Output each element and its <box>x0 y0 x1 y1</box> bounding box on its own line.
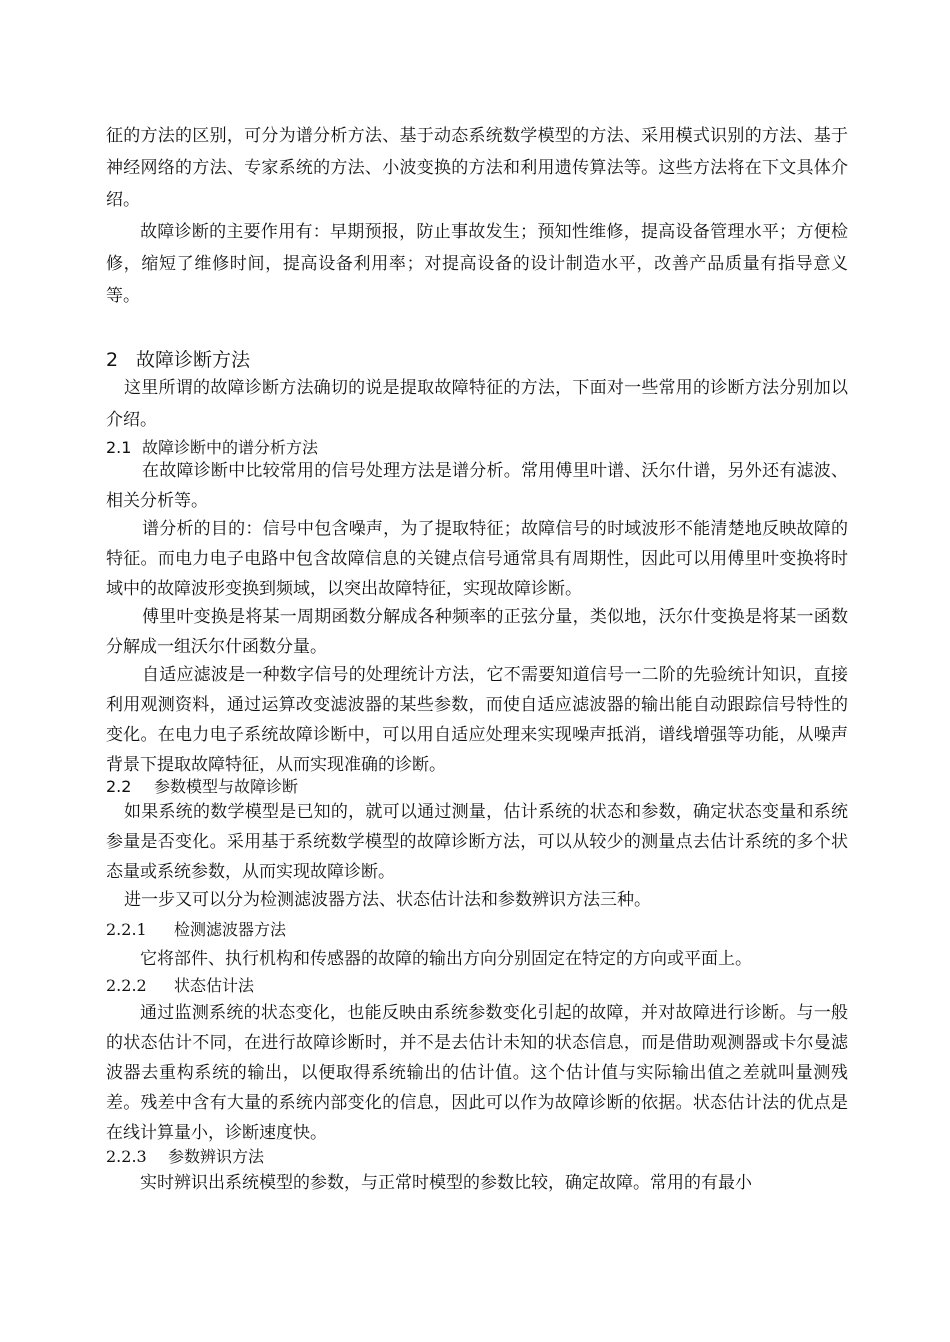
paragraph-spectrum-common: 在故障诊断中比较常用的信号处理方法是谱分析。常用傅里叶谱、沃尔什谱，另外还有滤波、相关分析等。 <box>106 461 848 511</box>
section-heading-2-2-3 <box>106 1145 264 1169</box>
paragraph-three-methods: 进一步又可以分为检测滤波器方法、状态估计法和参数辨识方法三种。 <box>124 890 651 910</box>
section-heading-2-2 <box>106 775 298 799</box>
section-number: 2 <box>106 349 119 371</box>
paragraph-method-categories: 征的方法的区别，可分为谱分析方法、基于动态系统数学模型的方法、采用模式识别的方法、基于神经网络的方法、专家系统的方法、小波变换的方法和利用遗传算法等。这些方法将在下文具体介绍。 <box>106 126 848 210</box>
paragraph-detection-filter: 它将部件、执行机构和传感器的故障的输出方向分别固定在特定的方向或平面上。 <box>140 949 752 969</box>
paragraph-spectrum-purpose: 谱分析的目的：信号中包含噪声，为了提取特征；故障信号的时域波形不能清楚地反映故障的特征。而电力电子电路中包含故障信息的关键点信号通常具有周期性，因此可以用傅里叶变换将时域中的故障波形变换到频域，以突出故障特征，实现故障诊断。 <box>106 519 848 599</box>
section-title: 故障诊断方法 <box>136 349 251 371</box>
section-title: 故障诊断中的谱分析方法 <box>142 438 319 457</box>
paragraph-state-estimation: 通过监测系统的状态变化，也能反映由系统参数变化引起的故障，并对故障进行诊断。与一般的状态估计不同，在进行故障诊断时，并不是去估计未知的状态信息，而是借助观测器或卡尔曼滤波器去重构系统的输出，以便取得系统输出的估计值。这个估计值与实际输出值之差就叫量测残差。残差中含有大量的系统内部变化的信息，因此可以作为故障诊断的依据。状态估计法的优点是在线计算量小，诊断速度快。 <box>106 1003 848 1143</box>
section-heading-2-2-2 <box>106 974 254 998</box>
section-number: 2.1 <box>106 438 132 457</box>
paragraph-parameter-identification: 实时辨识出系统模型的参数，与正常时模型的参数比较，确定故障。常用的有最小 <box>140 1173 752 1193</box>
section-number: 2.2.3 <box>106 1147 147 1166</box>
section-title: 参数模型与故障诊断 <box>154 777 299 796</box>
paragraph-section2-intro: 这里所谓的故障诊断方法确切的说是提取故障特征的方法，下面对一些常用的诊断方法分别加以介绍。 <box>106 378 848 430</box>
section-heading-2-2-1 <box>106 918 286 942</box>
section-number: 2.2.1 <box>106 920 147 939</box>
section-title: 参数辨识方法 <box>168 1147 265 1166</box>
paragraph-parameter-model: 如果系统的数学模型是已知的，就可以通过测量，估计系统的状态和参数，确定状态变量和系统参量是否变化。采用基于系统数学模型的故障诊断方法，可以从较少的测量点去估计系统的多个状态量或系统参数，从而实现故障诊断。 <box>106 802 848 882</box>
section-number: 2.2.2 <box>106 976 147 995</box>
paragraph-adaptive-filter: 自适应滤波是一种数字信号的处理统计方法，它不需要知道信号一二阶的先验统计知识，直接利用观测资料，通过运算改变滤波器的某些参数，而使自适应滤波器的输出能自动跟踪信号特性的变化。在电力电子系统故障诊断中，可以用自适应处理来实现噪声抵消，谱线增强等功能，从噪声背景下提取故障特征，从而实现准确的诊断。 <box>106 665 848 775</box>
section-heading-2 <box>106 347 250 373</box>
section-title: 状态估计法 <box>174 976 255 995</box>
paragraph-fourier-transform: 傅里叶变换是将某一周期函数分解成各种频率的正弦分量，类似地，沃尔什变换是将某一函数分解成一组沃尔什函数分量。 <box>106 607 848 657</box>
section-number: 2.2 <box>106 777 132 796</box>
paragraph-diagnosis-purpose: 故障诊断的主要作用有：早期预报，防止事故发生；预知性维修，提高设备管理水平；方便检修，缩短了维修时间，提高设备利用率；对提高设备的设计制造水平，改善产品质量有指导意义等。 <box>106 222 848 306</box>
section-title: 检测滤波器方法 <box>174 920 287 939</box>
